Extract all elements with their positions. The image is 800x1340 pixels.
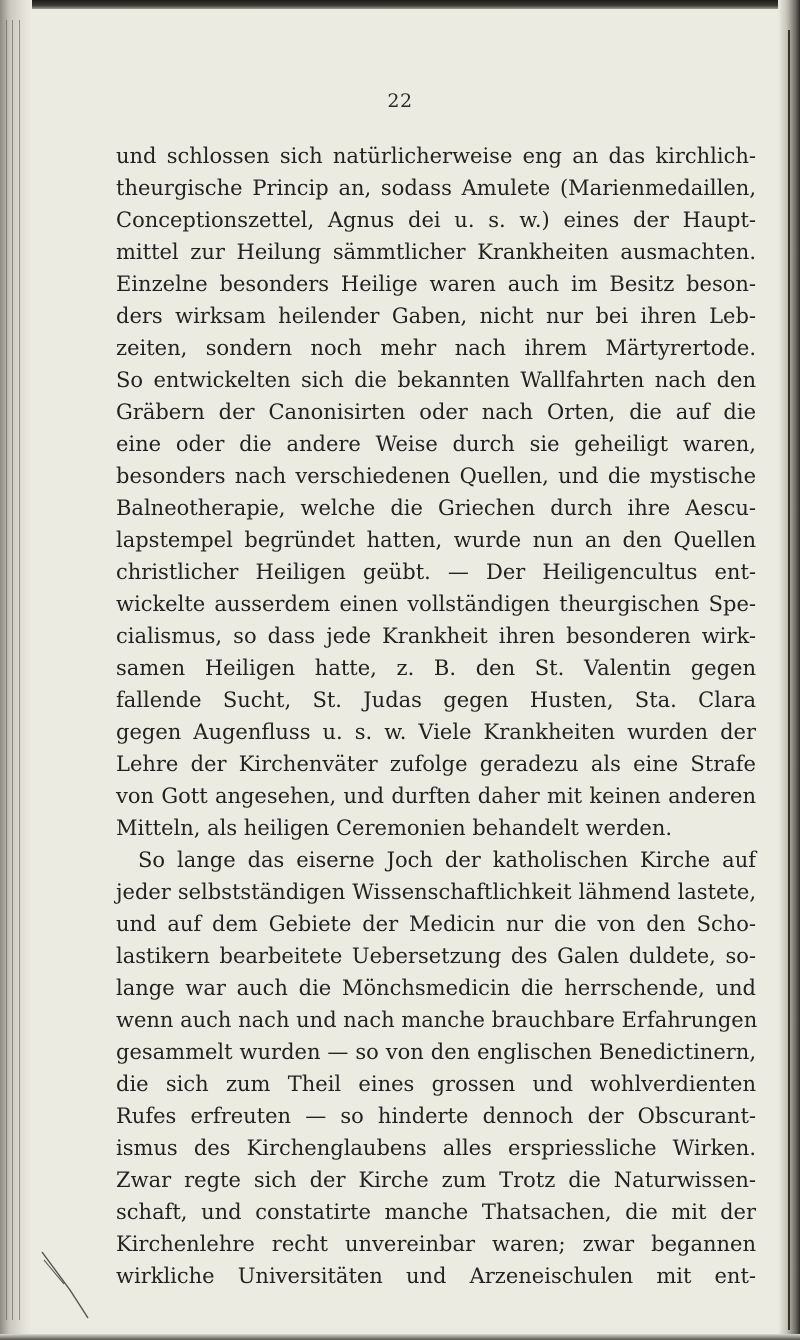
text-line: Rufes erfreuten — so hinderte dennoch der Obscurant-: [116, 1104, 756, 1128]
text-line: eine oder die andere Weise durch sie geheiligt waren,: [116, 432, 756, 456]
text-line: samen Heiligen hatte, z. B. den St. Valentin gegen: [116, 656, 756, 680]
gutter-line: [19, 20, 20, 1320]
text-line: Conceptionszettel, Agnus dei u. s. w.) eines der Haupt-: [116, 208, 756, 232]
text-line: Einzelne besonders Heilige waren auch im Besitz beson-: [116, 272, 756, 296]
page-corner-fold-mark: [40, 1250, 90, 1320]
page-edge-rule: [788, 30, 790, 1330]
text-line: jeder selbstständigen Wissenschaftlichkeit lähmend lastete,: [116, 880, 756, 904]
text-line: schaft, und constatirte manche Thatsachen, die mit der: [116, 1200, 756, 1224]
scan-top-edge: [0, 0, 800, 9]
page-number: 22: [387, 90, 413, 112]
text-line: und schlossen sich natürlicherweise eng an das kirchlich-: [116, 144, 756, 168]
text-line: So lange das eiserne Joch der katholischen Kirche auf: [138, 848, 756, 872]
text-line: cialismus, so dass jede Krankheit ihren besonderen wirk-: [116, 624, 756, 648]
text-line: und auf dem Gebiete der Medicin nur die von den Scho-: [116, 912, 756, 936]
gutter-line: [6, 20, 7, 1320]
text-line: wickelte ausserdem einen vollständigen theurgischen Spe-: [116, 592, 756, 616]
text-line: christlicher Heiligen geübt. — Der Heiligencultus ent-: [116, 560, 756, 584]
text-line: ismus des Kirchenglaubens alles erspriessliche Wirken.: [116, 1136, 756, 1160]
text-line: gegen Augenfluss u. s. w. Viele Krankheiten wurden der: [116, 720, 756, 744]
body-text: [116, 140, 756, 1292]
text-line: theurgische Princip an, sodass Amulete (Marienmedaillen,: [116, 176, 756, 200]
gutter-line: [12, 20, 13, 1320]
text-line: besonders nach verschiedenen Quellen, und die mystische: [116, 464, 756, 488]
text-line: Kirchenlehre recht unvereinbar waren; zwar begannen: [116, 1232, 756, 1256]
text-line: lapstempel begründet hatten, wurde nun an den Quellen: [116, 528, 756, 552]
binding-gutter: [0, 0, 32, 1340]
text-line: Lehre der Kirchenväter zufolge geradezu als eine Strafe: [116, 752, 756, 776]
text-line: So entwickelten sich die bekannten Wallfahrten nach den: [116, 368, 756, 392]
text-line: ders wirksam heilender Gaben, nicht nur bei ihren Leb-: [116, 304, 756, 328]
text-line: wenn auch nach und nach manche brauchbare Erfahrungen: [116, 1008, 758, 1032]
text-line: Balneotherapie, welche die Griechen durch ihre Aescu-: [116, 496, 756, 520]
text-line: wirkliche Universitäten und Arzeneischulen mit ent-: [116, 1264, 756, 1288]
text-line: lange war auch die Mönchsmedicin die herrschende, und: [116, 976, 756, 1000]
text-line: Gräbern der Canonisirten oder nach Orten, die auf die: [116, 400, 756, 424]
text-line: zeiten, sondern noch mehr nach ihrem Märtyrertode.: [116, 336, 756, 360]
text-line: Zwar regte sich der Kirche zum Trotz die Naturwissen-: [116, 1168, 756, 1192]
text-line: fallende Sucht, St. Judas gegen Husten, Sta. Clara: [116, 688, 756, 712]
scan-bottom-edge: [0, 1334, 800, 1340]
text-line: gesammelt wurden — so von den englischen Benedictinern,: [116, 1040, 756, 1064]
text-line: Mitteln, als heiligen Ceremonien behandelt werden.: [116, 816, 673, 840]
text-line: lastikern bearbeitete Uebersetzung des Galen duldete, so-: [116, 944, 756, 968]
text-line: von Gott angesehen, und durften daher mit keinen anderen: [116, 784, 756, 808]
text-line: die sich zum Theil eines grossen und wohlverdienten: [116, 1072, 756, 1096]
text-line: mittel zur Heilung sämmtlicher Krankheiten ausmachten.: [116, 240, 756, 264]
